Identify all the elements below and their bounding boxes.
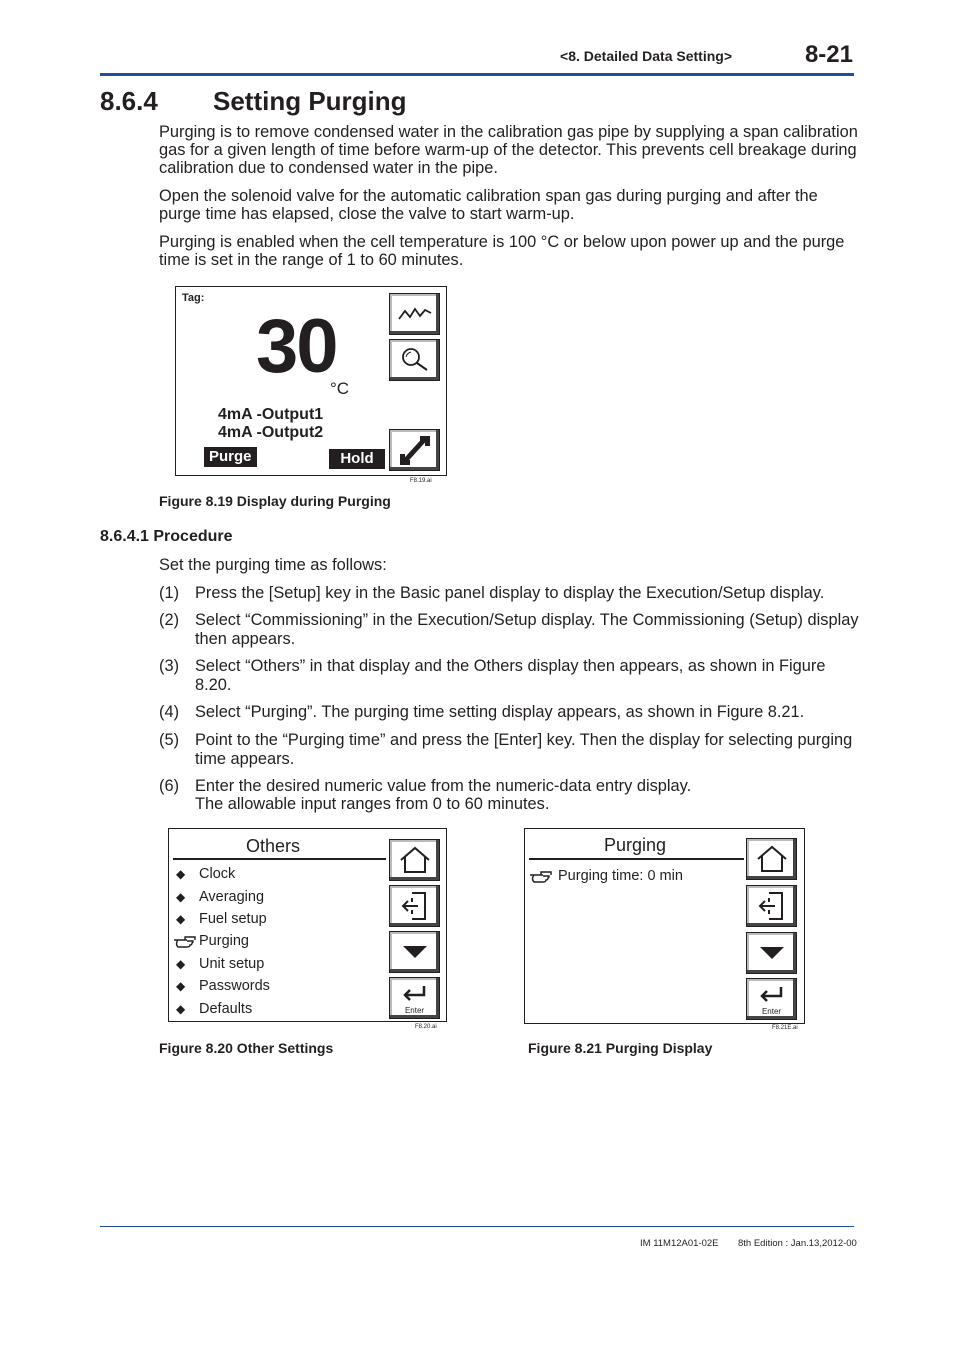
enter-button[interactable] <box>389 977 440 1019</box>
pointing-hand-icon <box>173 934 197 950</box>
menu-item-passwords[interactable]: Passwords <box>199 978 270 994</box>
purging-time-display-figure <box>524 828 805 1024</box>
step-number: (5) <box>159 731 180 749</box>
header-section-title: <8. Detailed Data Setting> <box>560 48 732 64</box>
purge-badge: Purge <box>204 447 257 467</box>
step-text: Select “Others” in that display and the Others display then appears, as shown in Figure 8.20. <box>195 657 826 694</box>
menu-item-unit-setup[interactable]: Unit setup <box>199 956 265 972</box>
trend-button[interactable] <box>389 293 440 335</box>
scroll-down-button[interactable] <box>389 931 440 973</box>
footer-doc-id: IM 11M12A01-02E <box>640 1238 719 1249</box>
footer-rule <box>100 1226 854 1227</box>
enter-label: Enter <box>404 1006 425 1015</box>
step-number: (6) <box>159 777 180 795</box>
home-button[interactable] <box>746 838 797 880</box>
step-text: Press the [Setup] key in the Basic panel display to display the Execution/Setup display. <box>195 584 825 602</box>
others-title: Others <box>246 836 301 856</box>
output2-label: 4mA -Output2 <box>218 424 324 441</box>
page-number: 8-21 <box>804 41 853 68</box>
diamond-bullet-icon: ◆ <box>176 1002 186 1016</box>
figure-8-21-caption: Figure 8.21 Purging Display <box>528 1040 713 1056</box>
footer-edition: 8th Edition : Jan.13,2012-00 <box>738 1238 857 1249</box>
enter-button[interactable] <box>746 978 797 1020</box>
back-exit-icon <box>755 890 789 922</box>
temperature-value: 30 <box>256 304 337 389</box>
intro-paragraph-1: Purging is to remove condensed water in the calibration gas pipe by supplying a span calibration gas for a given length of time before warm-up of the detector. This prevents cell breakage during calibration due to condensed water in the pipe. <box>159 123 858 177</box>
tag-label: Tag: <box>182 292 205 304</box>
diamond-bullet-icon: ◆ <box>176 912 186 926</box>
header-rule <box>100 73 854 76</box>
down-arrow-icon <box>400 942 430 962</box>
temperature-unit: °C <box>330 379 350 398</box>
setup-wrench-icon <box>396 432 434 468</box>
zoom-icon <box>398 346 432 374</box>
enter-label: Enter <box>761 1007 782 1016</box>
trend-icon <box>396 303 434 325</box>
menu-item-clock[interactable]: Clock <box>199 866 236 882</box>
title-rule <box>173 858 386 860</box>
step-text: Select “Commissioning” in the Execution/Setup display. The Commissioning (Setup) display then appears. <box>195 611 859 648</box>
diamond-bullet-icon: ◆ <box>176 979 186 993</box>
menu-item-defaults[interactable]: Defaults <box>199 1001 253 1017</box>
procedure-title: 8.6.4.1 Procedure <box>100 528 233 545</box>
intro-paragraph-2: Open the solenoid valve for the automatic calibration span gas during purging and after the purge time has elapsed, close the valve to start warm-up. <box>159 187 818 223</box>
step-number: (2) <box>159 611 180 629</box>
step-number: (4) <box>159 703 180 721</box>
step-text: Select “Purging”. The purging time setting display appears, as shown in Figure 8.21. <box>195 703 805 721</box>
figure-8-20-caption: Figure 8.20 Other Settings <box>159 1040 334 1056</box>
step-text: Enter the desired numeric value from the numeric-data entry display. <box>195 777 692 795</box>
home-icon <box>755 844 789 874</box>
section-number: 8.6.4 <box>100 86 158 116</box>
home-button[interactable] <box>389 839 440 881</box>
purging-time-item[interactable]: Purging time: 0 min <box>558 868 683 884</box>
back-exit-icon <box>398 890 432 922</box>
setup-button[interactable] <box>389 429 440 471</box>
menu-item-purging[interactable]: Purging <box>199 933 249 949</box>
intro-paragraph-3: Purging is enabled when the cell temperature is 100 °C or below upon power up and the purge time is set in the range of 1 to 60 minutes. <box>159 233 845 269</box>
back-button[interactable] <box>746 885 797 927</box>
diamond-bullet-icon: ◆ <box>176 867 186 881</box>
section-title <box>100 86 407 117</box>
pointing-hand-icon <box>529 869 553 885</box>
step-text: Point to the “Purging time” and press the [Enter] key. Then the display for selecting purging time appears. <box>195 731 853 768</box>
figure-8-19-file-ref: F8.19.ai <box>410 478 432 484</box>
figure-8-20-file-ref: F8.20.ai <box>415 1024 437 1030</box>
title-rule <box>529 858 744 860</box>
home-icon <box>398 845 432 875</box>
menu-item-averaging[interactable]: Averaging <box>199 889 265 905</box>
step-number: (1) <box>159 584 180 602</box>
hold-badge: Hold <box>329 449 385 469</box>
down-arrow-icon <box>757 943 787 963</box>
enter-icon <box>400 983 430 1005</box>
output1-label: 4mA -Output1 <box>218 406 324 423</box>
figure-8-19-caption: Figure 8.19 Display during Purging <box>159 493 391 509</box>
step-number: (3) <box>159 657 180 675</box>
enter-icon <box>757 984 787 1006</box>
figure-8-21-file-ref: F8.21E.ai <box>772 1025 798 1031</box>
zoom-button[interactable] <box>389 339 440 381</box>
diamond-bullet-icon: ◆ <box>176 957 186 971</box>
procedure-lead: Set the purging time as follows: <box>159 556 387 574</box>
back-button[interactable] <box>389 885 440 927</box>
purging-title: Purging <box>604 835 667 855</box>
section-title-text: Setting Purging <box>213 86 407 116</box>
menu-item-fuel-setup[interactable]: Fuel setup <box>199 911 267 927</box>
others-display-figure <box>168 828 447 1022</box>
diamond-bullet-icon: ◆ <box>176 890 186 904</box>
purging-display-figure <box>175 286 447 476</box>
scroll-down-button[interactable] <box>746 932 797 974</box>
step-text-continued: The allowable input ranges from 0 to 60 minutes. <box>195 795 550 813</box>
